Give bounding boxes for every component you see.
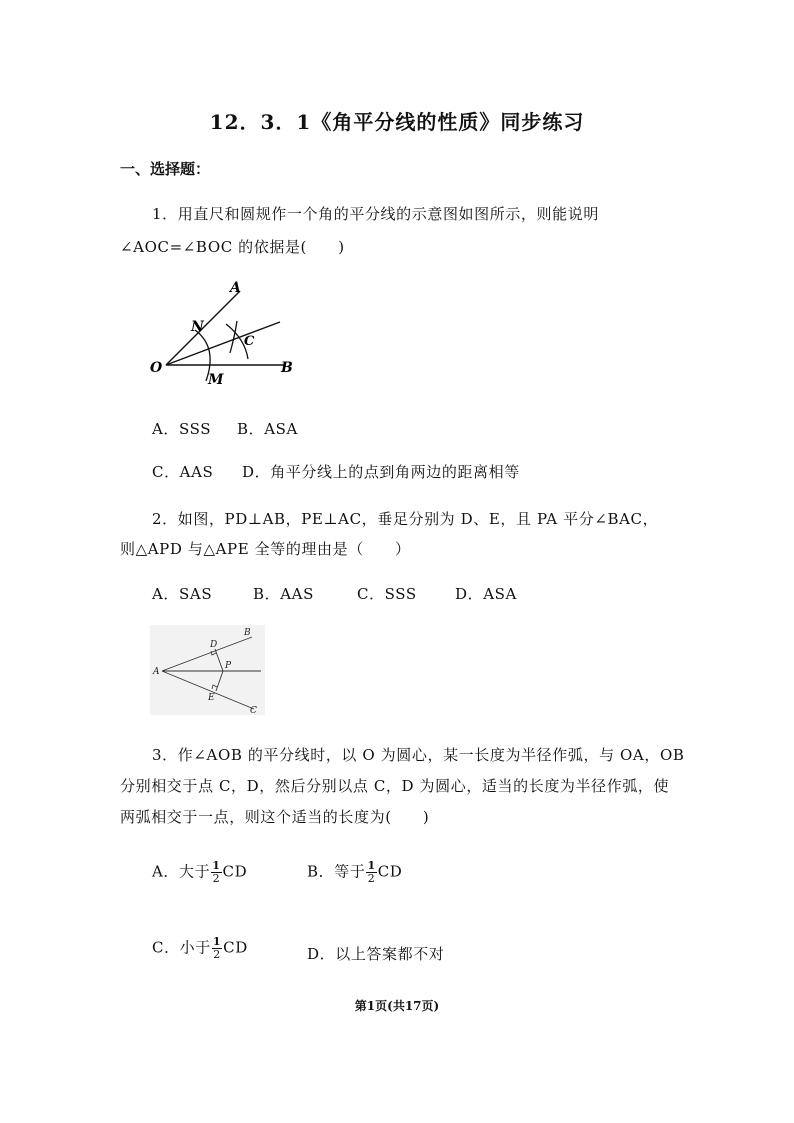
- label-a: A: [230, 280, 241, 296]
- q2-option-a: A．SAS: [152, 585, 213, 603]
- ray-oc: [166, 322, 280, 365]
- q1-figure: [140, 275, 310, 390]
- page-title: 12．3．1《角平分线的性质》同步练习: [209, 110, 585, 134]
- q3-option-b-suffix: CD: [377, 862, 403, 881]
- q1-line1: 1．用直尺和圆规作一个角的平分线的示意图如图所示，则能说明: [152, 205, 599, 223]
- q2-figure: [150, 625, 265, 715]
- q3-line1: 3．作∠AOB 的平分线时，以 O 为圆心，某一长度为半径作弧，与 OA，OB: [152, 746, 685, 764]
- label-p2: P: [225, 661, 232, 671]
- arc-c2: [230, 321, 237, 353]
- label-b: B: [281, 360, 293, 376]
- q3-option-a: [152, 860, 247, 885]
- q3-option-c: [152, 936, 248, 961]
- fraction-denominator: 2: [367, 872, 376, 885]
- fraction-numerator: 1: [212, 935, 222, 948]
- fraction-half: [211, 860, 221, 885]
- q3-option-d: D．以上答案都不对: [307, 945, 445, 963]
- q2-option-b: B．AAS: [253, 585, 314, 603]
- fraction-denominator: 2: [212, 872, 221, 885]
- q2-line1: 2．如图，PD⊥AB，PE⊥AC，垂足分别为 D、E，且 PA 平分∠BAC，: [152, 510, 659, 528]
- q1-option-d: D．角平分线上的点到角两边的距离相等: [242, 463, 520, 481]
- q1-option-a: A．SSS: [152, 420, 212, 438]
- q3-line3: 两弧相交于一点，则这个适当的长度为( ): [120, 808, 430, 826]
- label-m: M: [208, 372, 224, 388]
- q3-line2: 分别相交于点 C，D，然后分别以点 C，D 为圆心，适当的长度为半径作弧，使: [120, 777, 670, 795]
- fraction-half: [366, 860, 376, 885]
- label-n: N: [191, 319, 204, 335]
- q2-option-c: C．SSS: [357, 585, 417, 603]
- q3-option-a-label: A．大于: [152, 862, 211, 881]
- q2-line2: 则△APD 与△APE 全等的理由是（ ）: [120, 540, 411, 558]
- label-c: C: [244, 334, 255, 349]
- q1-option-c: C．AAS: [152, 463, 214, 481]
- label-a2: A: [153, 667, 160, 677]
- q1-option-b: B．ASA: [237, 420, 298, 438]
- section-heading: 一、选择题：: [120, 160, 211, 178]
- label-e2: E: [208, 693, 215, 703]
- q3-option-c-label: C．小于: [152, 938, 211, 957]
- q3-option-a-suffix: CD: [222, 862, 248, 881]
- label-c2: C: [250, 706, 257, 715]
- q3-option-b-label: B．等于: [307, 862, 366, 881]
- q2-option-d: D．ASA: [455, 585, 517, 603]
- label-b2: B: [244, 628, 251, 638]
- fraction-half: [212, 936, 222, 961]
- q3-option-b: [307, 860, 402, 885]
- fraction-numerator: 1: [367, 859, 376, 872]
- page-footer: 第1页(共17页): [354, 999, 440, 1013]
- label-d2: D: [210, 640, 218, 650]
- fraction-numerator: 1: [212, 859, 221, 872]
- fraction-denominator: 2: [213, 948, 221, 961]
- q1-line2: ∠AOC=∠BOC 的依据是( ): [120, 238, 345, 256]
- label-o: O: [150, 360, 163, 376]
- q3-option-c-suffix: CD: [223, 938, 248, 957]
